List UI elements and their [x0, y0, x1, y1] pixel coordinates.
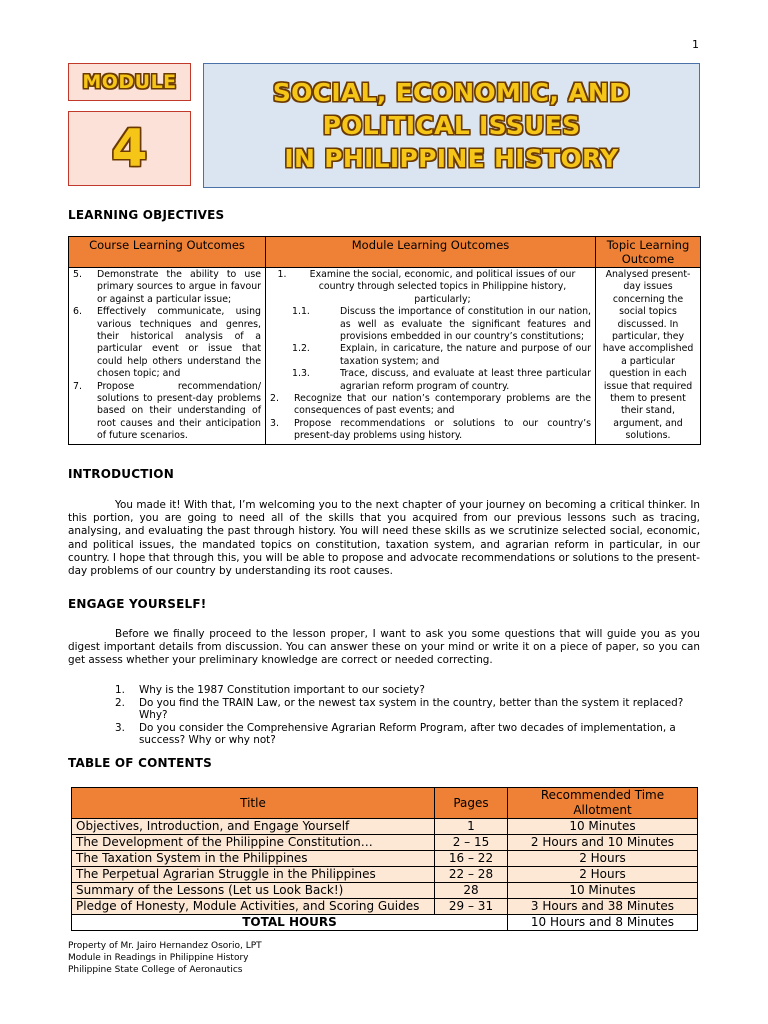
- topic-outcome-cell: Analysed present-day issues concerning the social topics discussed. In particular, they have accomplished a particular question in each issue that required them to present their stand, argument, and solutions.: [596, 268, 701, 445]
- learning-objectives-table: [68, 236, 701, 445]
- introduction-heading: INTRODUCTION: [68, 467, 174, 481]
- table-header: Topic Learning Outcome: [596, 237, 701, 268]
- footer-line: Philippine State College of Aeronautics: [68, 964, 243, 975]
- table-header: Pages: [435, 788, 508, 819]
- introduction-paragraph: You made it! With that, I’m welcoming you to the next chapter of your journey on becoming a critical thinker. In this portion, you are going to need all of the skills that you acquired from our previous lessons such as tracing, analysing, and evaluating the past through history. You will need these skills as we scrutinize selected social, economic, and political issues, the mandated topics on constitution, taxation system, and agrarian reform in particular, in our country. I hope that through this, you will be able to propose and advocate recommendations or solutions to the present-day problems of our country by understanding its root causes.: [68, 499, 700, 578]
- total-label: TOTAL HOURS: [72, 915, 508, 931]
- footer-line: Module in Readings in Philippine History: [68, 952, 249, 963]
- learning-objectives-heading: LEARNING OBJECTIVES: [68, 208, 225, 222]
- list-item: 6. Effectively communicate, using various techniques and genres, their historical analysis of a particular event or issue that could help others understand the chosen topic; and: [73, 306, 261, 380]
- table-header: Course Learning Outcomes: [69, 237, 266, 268]
- list-item: 2. Do you find the TRAIN Law, or the newest tax system in the country, better than the system it replaced? Why?: [115, 696, 684, 722]
- list-item: 1.2. Explain, in caricature, the nature and purpose of our taxation system; and: [292, 343, 591, 367]
- list-item: 1. Why is the 1987 Constitution important to our society?: [115, 684, 425, 696]
- course-outcomes-cell: [69, 268, 266, 445]
- list-item: 2. Recognize that our nation’s contemporary problems are the consequences of past events; and: [270, 393, 591, 417]
- list-item: 1. Examine the social, economic, and political issues of our country through selected topics in Philippine history, particularly;: [277, 269, 576, 305]
- table-header: Module Learning Outcomes: [266, 237, 596, 268]
- question-list: [115, 684, 705, 747]
- total-value: 10 Hours and 8 Minutes: [508, 915, 698, 931]
- list-item: 3. Do you consider the Comprehensive Agrarian Reform Program, after two decades of implementation, a success? Why or why not?: [115, 721, 676, 747]
- module-number: 4: [111, 118, 148, 179]
- table-row: Summary of the Lessons (Let us Look Back!) 28 10 Minutes: [72, 883, 698, 899]
- title-line: POLITICAL ISSUES: [322, 111, 581, 140]
- module-outcomes-cell: [266, 268, 596, 445]
- list-item: 3. Propose recommendations or solutions to our country’s present-day problems using history.: [270, 417, 591, 442]
- table-header: Title: [72, 788, 435, 819]
- engage-heading: ENGAGE YOURSELF!: [68, 597, 207, 611]
- table-header: Recommended Time Allotment: [508, 788, 698, 819]
- module-label: MODULE: [82, 71, 177, 93]
- table-row: Pledge of Honesty, Module Activities, and Scoring Guides 29 – 31 3 Hours and 38 Minutes: [72, 899, 698, 915]
- total-row: [72, 915, 698, 931]
- table-row: Objectives, Introduction, and Engage Yourself 1 10 Minutes: [72, 819, 698, 835]
- title-line: SOCIAL, ECONOMIC, AND: [272, 78, 631, 107]
- table-row: The Perpetual Agrarian Struggle in the Philippines 22 – 28 2 Hours: [72, 867, 698, 883]
- list-item: 5. Demonstrate the ability to use primary sources to argue in favour or against a particular issue;: [73, 269, 261, 305]
- table-row: The Taxation System in the Philippines 16 – 22 2 Hours: [72, 851, 698, 867]
- table-of-contents: [71, 787, 698, 931]
- engage-paragraph: Before we finally proceed to the lesson proper, I want to ask you some questions that will guide you as you digest important details from discussion. You can answer these on your mind or write it on a piece of paper, so you can get assess whether your preliminary knowledge are correct or needed correcting.: [68, 628, 700, 667]
- module-title-box: [203, 63, 700, 188]
- table-row: The Development of the Philippine Constitution… 2 – 15 2 Hours and 10 Minutes: [72, 835, 698, 851]
- page-number: 1: [692, 38, 699, 51]
- module-label-box: [68, 63, 191, 101]
- footer-line: Property of Mr. Jairo Hernandez Osorio, LPT: [68, 941, 262, 951]
- title-line: IN PHILIPPINE HISTORY: [284, 144, 619, 173]
- module-number-box: [68, 111, 191, 186]
- footer: [68, 941, 262, 976]
- list-item: 1.3. Trace, discuss, and evaluate at least three particular agrarian reform program of country.: [292, 368, 591, 392]
- list-item: 7. Propose recommendation/ solutions to present-day problems based on their understanding of root causes and their anticipation of future scenarios.: [73, 380, 261, 442]
- list-item: 1.1. Discuss the importance of constitution in our nation, as well as evaluate the significant features and provisions embedded in our country’s constitutions;: [292, 306, 591, 343]
- table-of-contents-heading: TABLE OF CONTENTS: [68, 756, 212, 770]
